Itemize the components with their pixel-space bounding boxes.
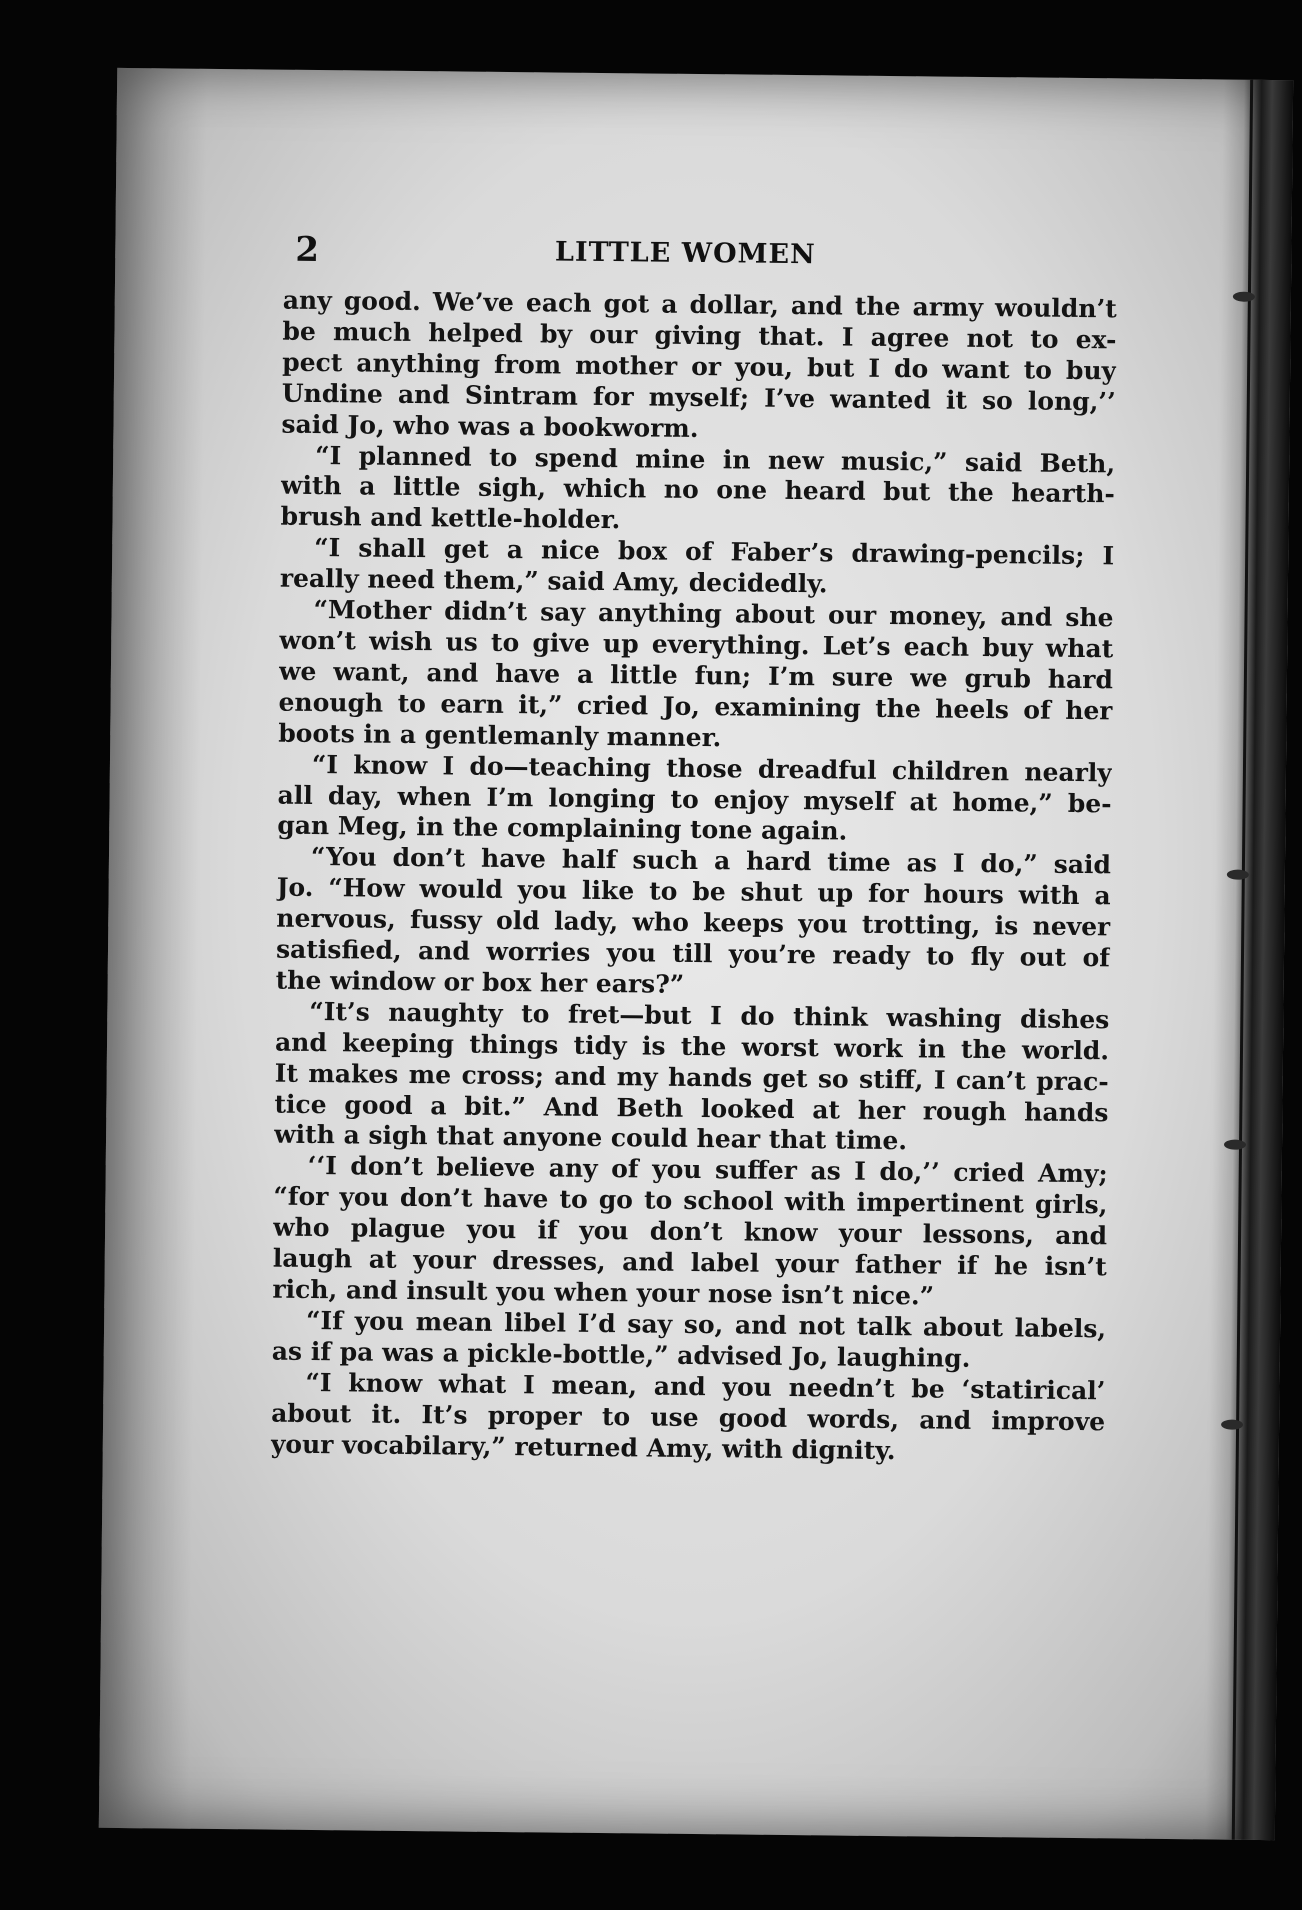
text-line: the window or box her ears?” [275,965,685,999]
text-line: “I planned to spend mine in new music,” said Beth, [315,440,1116,478]
text-line: pect anything from mother or you, but I do want to buy [282,347,1117,386]
text-line: nervous, fussy old lady, who keeps you trotting, is never [276,903,1111,942]
text-line: laugh at your dresses, and label your father if he isn’t [272,1243,1107,1282]
text-line: tice good a bit.” And Beth looked at her rough hands [274,1089,1109,1127]
text-line: “It’s naughty to fret—but I do think washing dishes [309,996,1110,1035]
text-line: “for you don’t have to go to school with impertinent girls, [273,1181,1108,1220]
text-line: as if pa was a pickle-bottle,” advised Jo, laughing. [271,1336,971,1373]
text-line: “If you mean libel I’d say so, and not talk about labels, [305,1305,1107,1344]
text-line: your vocabilary,” returned Amy, with dignity. [270,1429,896,1465]
page-number: 2 [295,229,320,271]
text-line: with a little sigh, which no one heard but the hearth- [280,471,1115,509]
binding-stitch [1227,870,1249,880]
text-line: said Jo, who was a bookworm. [281,409,699,443]
binding-stitch [1224,1140,1246,1150]
text-line: all day, when I’m longing to enjoy myself at home,” be- [277,780,1112,818]
text-line: rich, and insult you when your nose isn’t nice.” [272,1274,935,1311]
text-line: won’t wish us to give up everything. Let’s each buy what [279,625,1114,664]
text-line: we want, and have a little fun; I’m sure we grub hard [278,656,1114,695]
text-line: brush and kettle-holder. [280,501,621,535]
running-head: LITTLE WOMEN [554,236,816,271]
book-gutter [1205,79,1293,1840]
text-line: Jo. “How would you like to be shut up for hours with a [276,872,1111,911]
book-page [99,68,1293,1840]
text-line: any good. We’ve each got a dollar, and the army wouldn’t [282,285,1117,324]
text-line: “You don’t have half such a hard time as I do,” said [310,842,1112,880]
text-line: who plague you if you don’t know your lessons, and [272,1212,1108,1251]
text-line: boots in a gentlemanly manner. [278,718,722,752]
text-line: satisfied, and worries you till you’re ready to fly out of [275,934,1111,973]
text-line: “I know I do—teaching those dreadful children nearly [311,749,1113,787]
text-line: ‘‘I don’t believe any of you suffer as I do,’’ cried Amy; [307,1151,1108,1189]
text-line: “I shall get a nice box of Faber’s drawing-pencils; I [314,533,1115,571]
binding-line [1232,80,1253,1840]
body-text [271,286,1117,1469]
text-line: gan Meg, in the complaining tone again. [277,811,848,846]
text-line: “Mother didn’t say anything about our money, and she [313,595,1114,633]
text-line: “I know what I mean, and you needn’t be ‘statirical’ [305,1367,1106,1406]
text-line: with a sigh that anyone could hear that time. [273,1120,908,1156]
text-line: really need them,” said Amy, decidedly. [279,563,828,599]
text-line: It makes me cross; and my hands get so stiff, I can’t prac- [274,1058,1109,1096]
text-line: be much helped by our giving that. I agree not to ex- [282,316,1117,355]
page-edge-shadow [99,68,207,1829]
text-line: about it. It’s proper to use good words, and improve [271,1398,1106,1436]
text-line: enough to earn it,” cried Jo, examining the heels of her [278,687,1113,726]
binding-stitch [1221,1420,1243,1430]
text-line: and keeping things tidy is the worst work in the world. [274,1027,1110,1066]
binding-stitch [1233,292,1255,302]
text-line: Undine and Sintram for myself; I’ve wanted it so long,’’ [281,378,1116,417]
